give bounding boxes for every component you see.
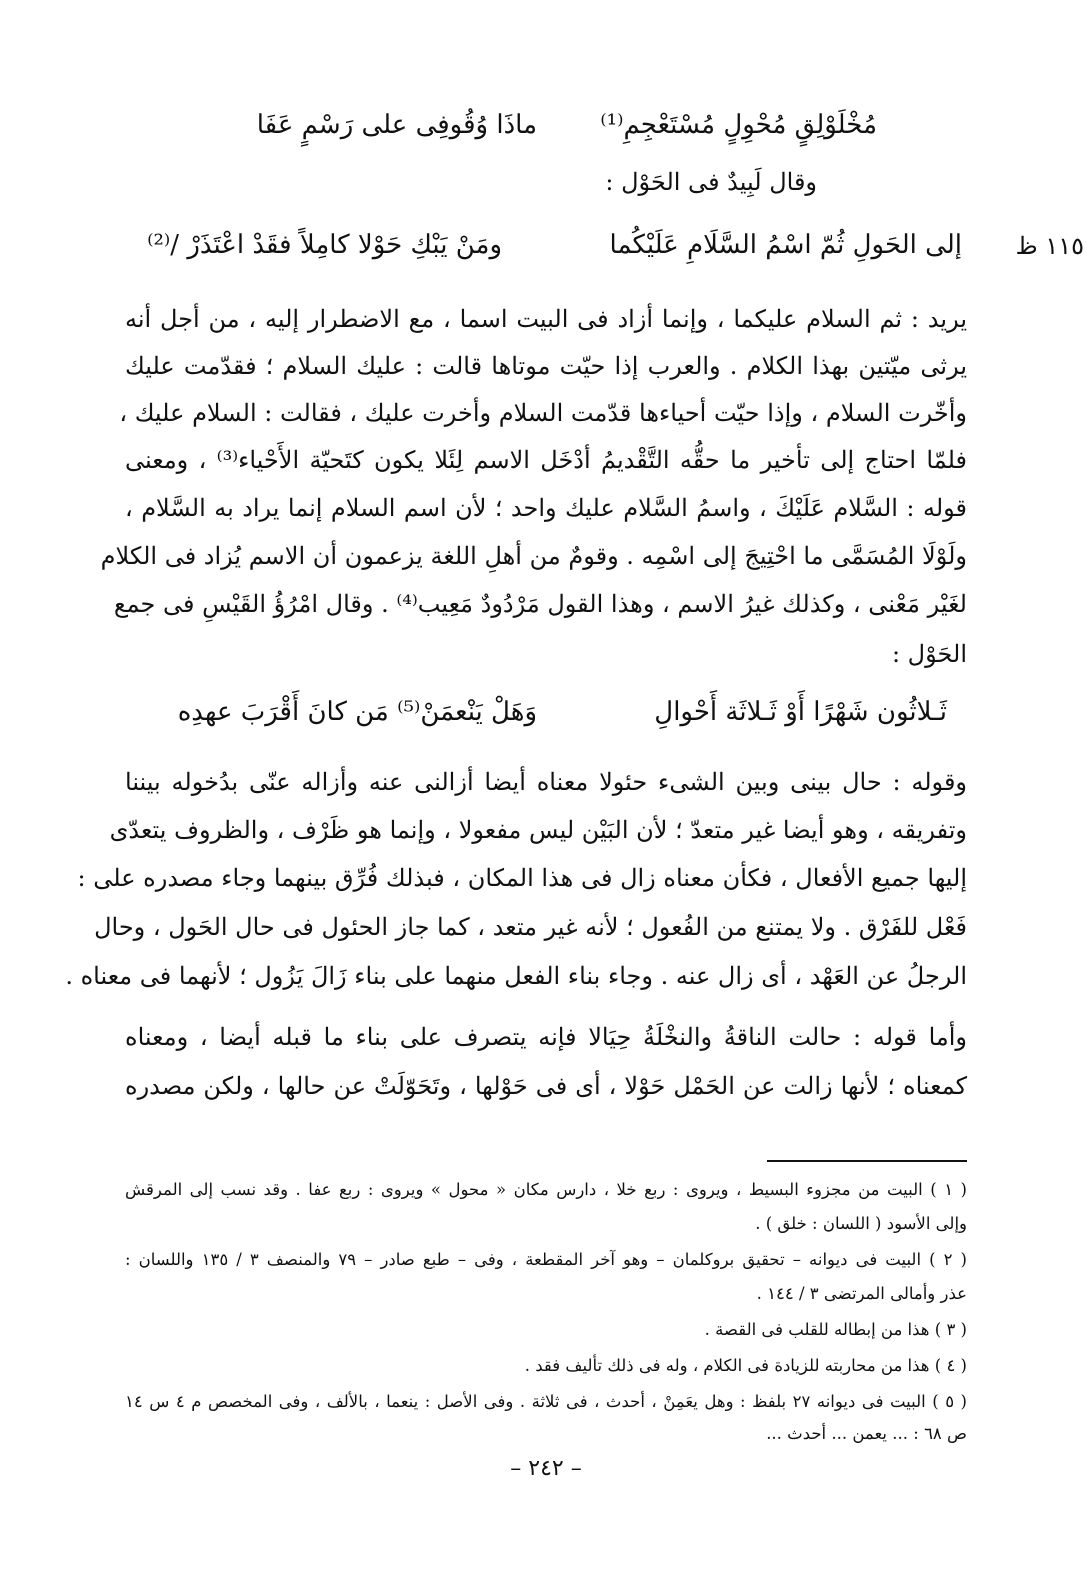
footnote-4: ( ٤ ) هذا من محاربته للزيادة فى الكلام ، وله فى ذلك تأليف فقد . bbox=[524, 1356, 967, 1375]
para1-line-3: وأخّرت السلام ، وإذا حيّت أحياءها قدّمت السلام وأخرت عليك ، فقالت : السلام عليك ، bbox=[119, 399, 967, 427]
para3-line-1: وأما قوله : حالت الناقةُ والنخْلَةُ حِيَالا فإنه يتصرف على بناء ما قبله أيضا ، ومعناه bbox=[125, 1023, 967, 1051]
para2-line-1: وقوله : حال بينى وبين الشىء حئولا معناه أيضا أزالنى عنه وأزاله عنّى بدُخوله بيننا bbox=[125, 768, 967, 796]
footnote-5-line-2: ص ٦٨ : ... يعمن ... أحدث ... bbox=[766, 1424, 967, 1443]
para2-line-3: إليها جميع الأفعال ، فكأن معناه زال فى هذا المكان ، فبذلك فُرِّق بينهما وجاء مصدره على : bbox=[77, 864, 967, 892]
verse-1-second-hemistich: مُخْلَوْلِقٍ مُحْوِلٍ مُسْتَعْجِمِ⁽¹⁾ bbox=[600, 110, 877, 140]
footnote-1-line-2: وإلى الأسود ( اللسان : خلق ) . bbox=[755, 1214, 967, 1233]
footnote-1-line-1: ( ١ ) البيت من مجزوء البسيط ، ويروى : ربع خلا ، دارس مكان « محول » ويروى : ربع عفا . وقد نسب إلى المرقش bbox=[125, 1180, 967, 1199]
verse-3-second-hemistich: ثَـلاثُون شَهْرًا أَوْ ثَـلاثَة أَحْوالِ bbox=[654, 697, 947, 727]
para1-line-6: ولَوْلَا المُسَمَّى ما احْتِيجَ إلى اسْمِه . وقومٌ من أهلِ اللغة يزعمون أن الاسم يُزاد فى الكلام bbox=[100, 542, 967, 570]
page-number: – ٢٤٢ – bbox=[510, 1456, 582, 1481]
verse-1-first-hemistich: ماذَا وُقُوفِى على رَسْمٍ عَفَا bbox=[256, 110, 537, 140]
para1-line-1: يريد : ثم السلام عليكما ، وإنما أزاد فى البيت اسما ، مع الاضطرار إليه ، من أجل أنه bbox=[125, 305, 967, 333]
verse-3-first-hemistich: وَهَلْ يَنْعمَنْ⁽⁵⁾ مَن كانَ أَقْرَبَ عهدِه bbox=[177, 697, 537, 727]
margin-folio-note: ١١٥ ظ bbox=[1015, 232, 1084, 260]
para1-line-5: قوله : السَّلام عَلَيْكَ ، واسمُ السَّلام عليك واحد ؛ لأن اسم السلام إنما يراد به السَّلام ، bbox=[125, 494, 967, 522]
para1-line-8: الحَوْل : bbox=[891, 640, 967, 668]
para1-line-4: فلمّا احتاج إلى تأخير ما حقُّه التَّقْديمُ أدْخَل الاسم لِئَلا يكون كتَحيّة الأَحْياء⁽³⁾ ، ومعنى bbox=[125, 446, 967, 474]
para2-line-4: فَعْل للفَرْق . ولا يمتنع من الفُعول ؛ لأنه غير متعد ، كما جاز الحئول فى حال الحَول ، وحال bbox=[94, 913, 967, 941]
para2-line-2: وتفريقه ، وهو أيضا غير متعدّ ؛ لأن البَيْن ليس مفعولا ، وإنما هو ظَرْف ، والظروف يتعدّى bbox=[109, 816, 967, 844]
footnote-separator bbox=[767, 1160, 967, 1162]
para1-line-2: يرثى ميّتين بهذا الكلام . والعرب إذا حيّت موتاها قالت : عليك السلام ؛ فقدّمت عليك bbox=[125, 352, 968, 380]
footnote-5-line-1: ( ٥ ) البيت فى ديوانه ٢٧ بلفظ : وهل يعَمِنْ ، أحدث ، فى ثلاثة . وفى الأصل : ينعما ، بالألف ، وفى المخصص م ٤ س ١٤ bbox=[125, 1392, 967, 1411]
intro-labid: وقال لَبِيدٌ فى الحَوْل : bbox=[605, 168, 817, 196]
para2-line-5: الرجلُ عن العَهْد ، أى زال عنه . وجاء بناء الفعل منهما على بناء زَالَ يَزُول ؛ لأنهما فى معناه . bbox=[65, 962, 967, 990]
footnote-3: ( ٣ ) هذا من إبطاله للقلب فى القصة . bbox=[704, 1320, 967, 1339]
verse-2-second-hemistich: ومَنْ يَبْكِ حَوْلا كامِلاً فقَدْ اعْتَذَرْ /⁽²⁾ bbox=[147, 230, 502, 260]
footnote-2-line-1: ( ٢ ) البيت فى ديوانه – تحقيق بروكلمان – وهو آخر المقطعة ، وفى – طبع صادر – ٧٩ والمنصف ٣ / ١٣٥ واللسان : bbox=[125, 1250, 967, 1269]
verse-2-first-hemistich: إلى الحَولِ ثُمّ اسْمُ السَّلَامِ عَلَيْكُما bbox=[609, 230, 962, 260]
footnote-2-line-2: عذر وأمالى المرتضى ٣ / ١٤٤ . bbox=[756, 1284, 967, 1303]
para3-line-2: كمعناه ؛ لأنها زالت عن الحَمْل حَوْلا ، أى فى حَوْلها ، وتَحَوّلَتْ عن حالها ، ولكن مصدره bbox=[125, 1072, 967, 1100]
para1-line-7: لغَيْر مَعْنى ، وكذلك غيرُ الاسم ، وهذا القول مَرْدُودٌ مَعِيب⁽⁴⁾ . وقال امْرُؤُ القَيْسِ فى جمع bbox=[113, 590, 967, 618]
